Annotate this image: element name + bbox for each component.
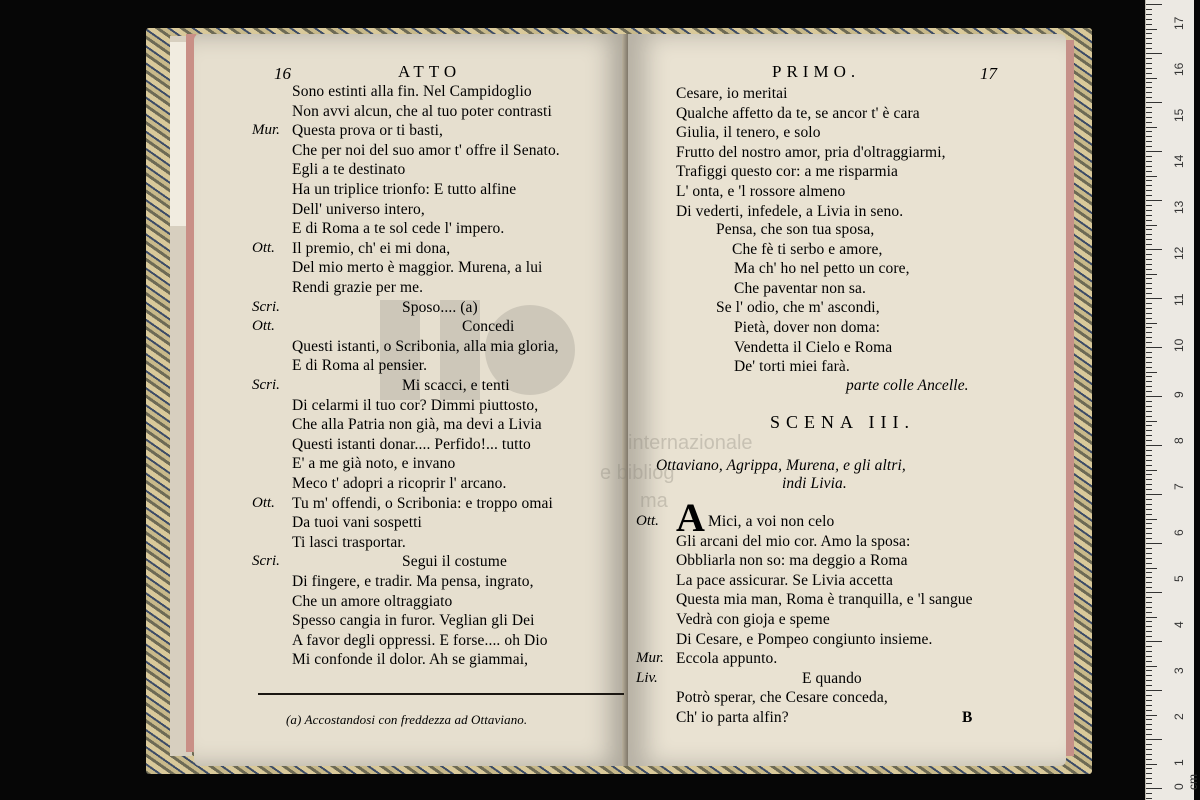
ruler-tick (1146, 29, 1157, 30)
ruler-tick (1146, 298, 1162, 299)
verse-line: Questa prova or ti basti, (292, 122, 444, 140)
page-number: 17 (980, 64, 997, 83)
ruler-tick (1146, 749, 1152, 750)
running-head: ATTO (398, 62, 462, 81)
verse-line: Mici, a voi non celo (708, 513, 835, 530)
ruler-tick (1146, 239, 1152, 240)
verse-line: E quando (802, 669, 862, 687)
ruler-tick (1146, 249, 1162, 250)
ruler-tick (1146, 210, 1152, 211)
verse-line: Frutto del nostro amor, pria d'oltraggiarmi, (676, 143, 946, 161)
ruler-tick (1146, 367, 1152, 368)
ruler-tick (1146, 416, 1152, 417)
ruler-tick (1146, 715, 1157, 716)
ruler-tick (1146, 269, 1152, 270)
ruler-number: 1 (1172, 759, 1186, 766)
ruler-tick (1146, 171, 1152, 172)
ruler-tick (1146, 141, 1152, 142)
verse-line: Rendi grazie per me. (292, 279, 424, 296)
ruler-tick (1146, 386, 1152, 387)
ruler-tick (1146, 783, 1152, 784)
ruler-tick (1146, 24, 1152, 25)
ruler-tick (1146, 700, 1152, 701)
ruler-tick (1146, 323, 1157, 324)
ruler-tick (1146, 117, 1152, 118)
ruler-tick (1146, 332, 1152, 333)
aria-line: Se l' odio, che m' ascondi, (716, 299, 880, 317)
ruler-tick (1146, 195, 1152, 196)
verse-line: Egli a te destinato (292, 161, 406, 179)
ruler-number: 9 (1172, 391, 1186, 398)
footnote: (a) Accostandosi con freddezza ad Ottaviano. (286, 712, 528, 727)
ruler-tick (1146, 107, 1152, 108)
speaker-label: Ott. (252, 494, 275, 511)
ruler-tick (1146, 739, 1162, 740)
ruler-tick (1146, 82, 1152, 83)
ruler-tick (1146, 612, 1152, 613)
ruler-tick (1146, 112, 1152, 113)
ruler-tick (1146, 4, 1162, 5)
verse-line: Questi istanti donar.... Perfido!... tutto (292, 435, 531, 453)
ruler-tick (1146, 430, 1152, 431)
ruler-number: 15 (1172, 108, 1186, 122)
verse-line: Sposo.... (a) (402, 298, 478, 316)
verse-line: Giulia, il tenero, e solo (676, 124, 821, 142)
ruler-tick (1146, 14, 1152, 15)
ruler-tick (1146, 372, 1157, 373)
ruler-tick (1146, 440, 1152, 441)
drop-cap: A (676, 495, 705, 540)
aria-line: Che fè ti serbo e amore, (732, 240, 883, 258)
verse-line: Meco t' adopri a ricoprir l' arcano. (292, 475, 507, 492)
ruler-tick (1146, 244, 1152, 245)
ruler-tick (1146, 97, 1152, 98)
ruler-tick (1146, 587, 1152, 588)
ruler-tick (1146, 205, 1152, 206)
watermark-text-3: ma (640, 490, 668, 512)
watermark-text-2: e bibliog (600, 462, 675, 484)
verse-line: Tu m' offendi, o Scribonia: e troppo omai (292, 494, 553, 512)
ruler-tick (1146, 460, 1152, 461)
ruler-tick (1146, 563, 1152, 564)
ruler-tick (1146, 283, 1152, 284)
ruler-tick (1146, 411, 1152, 412)
verse-line: Che alla Patria non già, ma devi a Livia (292, 416, 542, 434)
ruler-tick (1146, 342, 1152, 343)
ruler-tick (1146, 523, 1152, 524)
ruler-tick (1146, 538, 1152, 539)
ruler-tick (1146, 73, 1152, 74)
ruler-tick (1146, 675, 1152, 676)
ruler-tick (1146, 685, 1152, 686)
ruler-tick (1146, 58, 1152, 59)
ruler-tick (1146, 724, 1152, 725)
ruler-tick (1146, 528, 1152, 529)
ruler-tick (1146, 127, 1157, 128)
ruler-tick (1146, 264, 1152, 265)
ruler-number: 8 (1172, 437, 1186, 444)
ruler-tick (1146, 651, 1152, 652)
verse-line: Cesare, io meritai (676, 85, 788, 102)
ruler-number: 4 (1172, 621, 1186, 628)
aria-line: Ma ch' ho nel petto un core, (734, 260, 910, 278)
ruler-tick (1146, 180, 1152, 181)
ruler-number: 12 (1172, 246, 1186, 260)
ruler-tick (1146, 474, 1152, 475)
verse-line: Vedrà con gioja e speme (676, 611, 830, 628)
ruler-number: 6 (1172, 529, 1186, 536)
ruler-unit: 0 cm (1172, 774, 1200, 790)
ruler-tick (1146, 754, 1152, 755)
ruler-tick (1146, 670, 1152, 671)
ruler-tick (1146, 259, 1152, 260)
ruler-tick (1146, 519, 1157, 520)
verse-line: Eccola appunto. (676, 650, 778, 668)
ruler-tick (1146, 357, 1152, 358)
ruler-tick (1146, 225, 1157, 226)
ruler-tick (1146, 543, 1162, 544)
verse-line: Ch' io parta alfin? (676, 709, 789, 726)
speaker-label: Liv. (636, 669, 658, 686)
ruler-tick (1146, 621, 1152, 622)
verse-line: La pace assicurar. Se Livia accetta (676, 571, 893, 589)
ruler-number: 17 (1172, 16, 1186, 30)
aria-line: Che paventar non sa. (734, 279, 866, 297)
ruler-tick (1146, 489, 1152, 490)
signature-mark: B (962, 709, 973, 726)
ruler-tick (1146, 646, 1152, 647)
ruler-tick (1146, 327, 1152, 328)
speaker-label: Ott. (636, 513, 659, 529)
ruler-tick (1146, 176, 1157, 177)
ruler-tick (1146, 631, 1152, 632)
ruler-tick (1146, 479, 1152, 480)
verse-line: Da tuoi vani sospetti (292, 514, 422, 532)
verse-line: Di Cesare, e Pompeo congiunto insieme. (676, 630, 933, 648)
verse-line: Mi confonde il dolor. Ah se giammai, (292, 651, 529, 669)
ruler-tick (1146, 729, 1152, 730)
ruler-tick (1146, 166, 1152, 167)
ruler-tick (1146, 313, 1152, 314)
aria-line: Pensa, che son tua sposa, (716, 221, 875, 238)
ruler-tick (1146, 582, 1152, 583)
verse-line: E di Roma a te sol cede l' impero. (292, 220, 505, 238)
ruler-tick (1146, 220, 1152, 221)
verse-line: Ha un triplice trionfo: E tutto alfine (292, 181, 517, 198)
speaker-label: Ott. (252, 239, 275, 256)
ruler-tick (1146, 53, 1162, 54)
ruler-tick (1146, 68, 1152, 69)
verse-line: Che un amore oltraggiato (292, 592, 453, 610)
speaker-label: Ott. (252, 318, 275, 335)
ruler-tick (1146, 200, 1162, 201)
ruler-tick (1146, 465, 1152, 466)
ruler-tick (1146, 710, 1152, 711)
verse-line: Mi scacci, e tenti (402, 377, 510, 394)
ruler-tick (1146, 318, 1152, 319)
ruler-tick (1146, 278, 1152, 279)
ruler-tick (1146, 744, 1152, 745)
ruler-tick (1146, 215, 1152, 216)
ruler-tick (1146, 401, 1152, 402)
ruler-tick (1146, 641, 1162, 642)
speaker-label: Scri. (252, 553, 280, 570)
ruler-tick (1146, 773, 1152, 774)
ruler-tick (1146, 38, 1152, 39)
stage-direction: parte colle Ancelle. (846, 377, 969, 394)
verse-line: Obbliarla non so: ma deggio a Roma (676, 552, 908, 570)
measuring-ruler (1145, 0, 1200, 800)
ruler-tick (1146, 499, 1152, 500)
ruler-tick (1146, 396, 1162, 397)
aria-line: Vendetta il Cielo e Roma (734, 338, 893, 356)
watermark-text-1: internazionale (628, 432, 753, 454)
ruler-tick (1146, 455, 1152, 456)
ruler-tick (1146, 577, 1152, 578)
scene-title: SCENA III. (770, 412, 915, 432)
ruler-tick (1146, 494, 1162, 495)
footnote-rule (258, 693, 624, 695)
ruler-tick (1146, 450, 1152, 451)
ruler-tick (1146, 33, 1152, 34)
verse-line: E di Roma al pensier. (292, 357, 428, 375)
ruler-tick (1146, 617, 1157, 618)
ruler-tick (1146, 362, 1152, 363)
speaker-label: Scri. (252, 298, 280, 315)
ruler-tick (1146, 303, 1152, 304)
verse-line: Dell' universo intero, (292, 200, 425, 218)
verse-line: A favor degli oppressi. E forse.... oh Dio (292, 631, 548, 649)
ruler-tick (1146, 719, 1152, 720)
ruler-tick (1146, 347, 1162, 348)
verse-line: Che per noi del suo amor t' offre il Senato. (292, 141, 560, 159)
ruler-tick (1146, 19, 1152, 20)
ruler-tick (1146, 509, 1152, 510)
ruler-tick (1146, 131, 1152, 132)
ruler-tick (1146, 626, 1152, 627)
verse-line: Non avvi alcun, che al tuo poter contrasti (292, 102, 552, 120)
ruler-tick (1146, 190, 1152, 191)
ruler-number: 13 (1172, 200, 1186, 214)
ruler-tick (1146, 122, 1152, 123)
ruler-tick (1146, 798, 1152, 799)
ruler-tick (1146, 768, 1152, 769)
ruler-tick (1146, 376, 1152, 377)
ruler-tick (1146, 234, 1152, 235)
ruler-tick (1146, 381, 1152, 382)
ruler-tick (1146, 102, 1162, 103)
ruler-tick (1146, 759, 1152, 760)
ruler-tick (1146, 484, 1152, 485)
ruler-tick (1146, 568, 1157, 569)
aria-line: De' torti miei farà. (734, 358, 850, 376)
ruler-tick (1146, 553, 1152, 554)
ruler-tick (1146, 533, 1152, 534)
speaker-label: Scri. (252, 377, 280, 393)
ruler-tick (1146, 146, 1152, 147)
aria-line: Pietà, dover non doma: (734, 319, 880, 336)
ruler-tick (1146, 793, 1152, 794)
verse-line: Di fingere, e tradir. Ma pensa, ingrato, (292, 573, 534, 590)
verse-line: Di celarmi il tuo cor? Dimmi piuttosto, (292, 396, 539, 414)
verse-line: Ti lasci trasportar. (292, 533, 406, 551)
ruler-tick (1146, 161, 1152, 162)
ruler-tick (1146, 695, 1152, 696)
ruler-tick (1146, 445, 1162, 446)
ruler-tick (1146, 470, 1157, 471)
ruler-tick (1146, 254, 1152, 255)
ruler-tick (1146, 607, 1152, 608)
ruler-number: 7 (1172, 483, 1186, 490)
ruler-tick (1146, 680, 1152, 681)
ruler-number: 5 (1172, 575, 1186, 582)
ruler-number: 10 (1172, 338, 1186, 352)
verse-line: Trafiggi questo cor: a me risparmia (676, 163, 899, 181)
ruler-tick (1146, 734, 1152, 735)
ruler-tick (1146, 597, 1152, 598)
verse-line: Qualche affetto da te, se ancor t' è cara (676, 104, 920, 122)
ruler-number: 3 (1172, 667, 1186, 674)
ruler-tick (1146, 592, 1162, 593)
ruler-tick (1146, 185, 1152, 186)
ruler-tick (1146, 78, 1157, 79)
ruler-tick (1146, 308, 1152, 309)
ruler-tick (1146, 337, 1152, 338)
ruler-tick (1146, 666, 1157, 667)
ruler-tick (1146, 156, 1152, 157)
ruler-number: 2 (1172, 713, 1186, 720)
ruler-tick (1146, 788, 1162, 789)
verse-line: Sono estinti alla fin. Nel Campidoglio (292, 83, 532, 100)
ruler-number: 14 (1172, 154, 1186, 168)
verse-line: Di vederti, infedele, a Livia in seno. (676, 202, 904, 220)
verse-line: E' a me già noto, e invano (292, 455, 456, 473)
ruler-tick (1146, 690, 1162, 691)
verse-line: L' onta, e 'l rossore almeno (676, 183, 846, 200)
ruler-number: 16 (1172, 62, 1186, 76)
ruler-tick (1146, 391, 1152, 392)
verse-line: Il premio, ch' ei mi dona, (292, 239, 451, 257)
ruler-tick (1146, 406, 1152, 407)
verse-line: Concedi (462, 318, 515, 336)
ruler-tick (1146, 558, 1152, 559)
ruler-tick (1146, 435, 1152, 436)
ruler-tick (1146, 778, 1152, 779)
ruler-tick (1146, 636, 1152, 637)
ruler-tick (1146, 63, 1152, 64)
ruler-tick (1146, 43, 1152, 44)
ruler-tick (1146, 151, 1162, 152)
verse-line: Gli arcani del mio cor. Amo la sposa: (676, 532, 911, 550)
scene-cast: Ottaviano, Agrippa, Murena, e gli altri, (656, 457, 906, 474)
verse-line: Questa mia man, Roma è tranquilla, e 'l sangue (676, 591, 973, 609)
verse-line: Segui il costume (402, 553, 507, 571)
ruler-tick (1146, 661, 1152, 662)
verse-line: Questi istanti, o Scribonia, alla mia gloria, (292, 337, 559, 355)
ruler-tick (1146, 352, 1152, 353)
ruler-tick (1146, 504, 1152, 505)
running-head: PRIMO. (772, 62, 861, 81)
ruler-tick (1146, 421, 1157, 422)
ruler-tick (1146, 136, 1152, 137)
ruler-tick (1146, 293, 1152, 294)
ruler-tick (1146, 514, 1152, 515)
ruler-tick (1146, 9, 1152, 10)
ruler-tick (1146, 274, 1157, 275)
ruler-tick (1146, 425, 1152, 426)
verse-line: Del mio merto è maggior. Murena, a lui (292, 259, 543, 277)
ruler-tick (1146, 602, 1152, 603)
ruler-tick (1146, 288, 1152, 289)
ruler-tick (1146, 656, 1152, 657)
ruler-tick (1146, 48, 1152, 49)
ruler-number: 11 (1172, 293, 1186, 306)
scene-cast: indi Livia. (782, 475, 847, 492)
speaker-label: Mur. (636, 650, 664, 667)
verse-line: Potrò sperar, che Cesare conceda, (676, 689, 888, 707)
ruler-tick (1146, 572, 1152, 573)
ruler-tick (1146, 764, 1157, 765)
speaker-label: Mur. (252, 122, 280, 139)
ruler-tick (1146, 548, 1152, 549)
ruler-tick (1146, 87, 1152, 88)
verse-line: Spesso cangia in furor. Veglian gli Dei (292, 612, 535, 630)
page-number: 16 (274, 64, 291, 83)
ruler-tick (1146, 92, 1152, 93)
ruler-tick (1146, 229, 1152, 230)
ruler-tick (1146, 705, 1152, 706)
